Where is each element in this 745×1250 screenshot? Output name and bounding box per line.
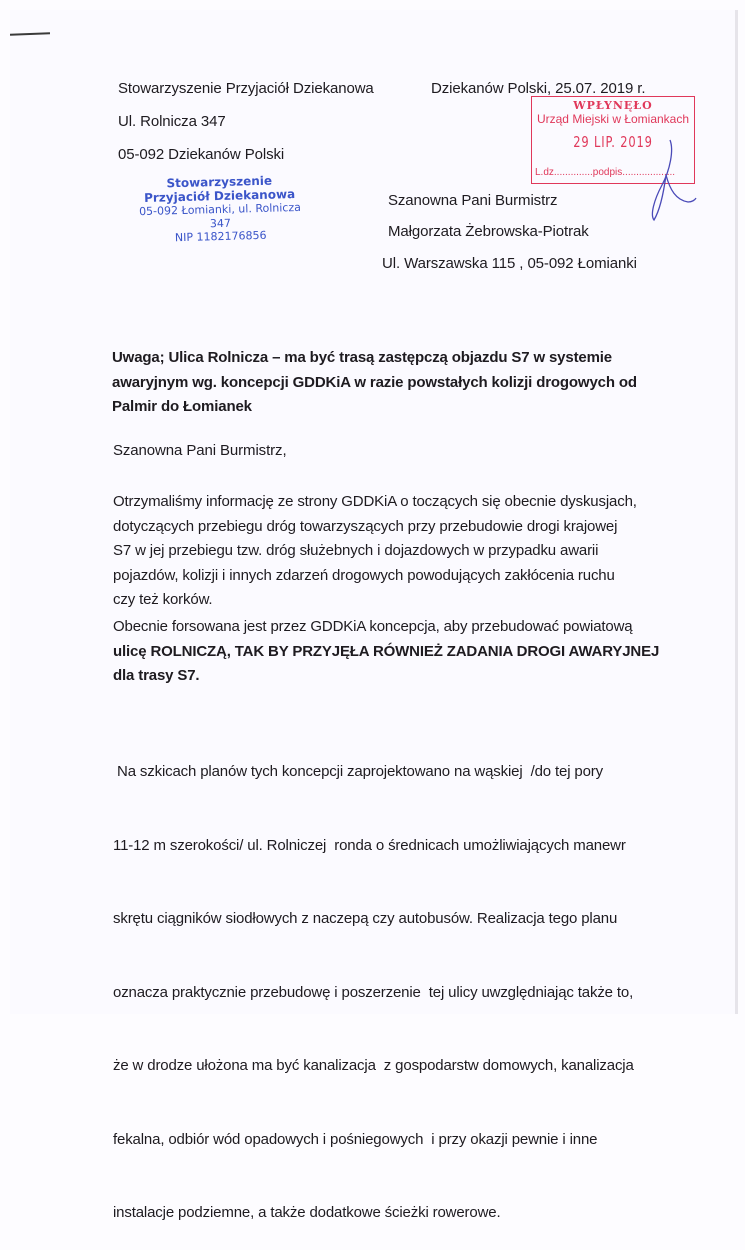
paragraph-line: 11-12 m szerokości/ ul. Rolniczej ronda o średnicach umożliwiających manewr [113, 836, 626, 854]
paragraph-line-emphasis: dla trasy S7. [113, 667, 200, 684]
greeting: Szanowna Pani Burmistrz, [113, 442, 287, 459]
paragraph-line-emphasis: ulicę ROLNICZĄ, TAK BY PRZYJĘŁA RÓWNIEŻ ZADANIA DROGI AWARYJNEJ [113, 642, 660, 660]
receipt-stamp-date: 29 LIP. 2019 [573, 133, 653, 151]
sender-city: 05-092 Dziekanów Polski [118, 146, 285, 163]
paragraph-3 [113, 711, 634, 1250]
paragraph-line: Obecnie forsowana jest przez GDDKiA koncepcja, aby przebudować powiatową [113, 618, 633, 635]
paragraph-line: pojazdów, kolizji i innych zdarzeń drogowych powodujących zakłócenia ruchu [113, 566, 615, 584]
recipient-salutation: Szanowna Pani Burmistrz [388, 192, 558, 209]
paragraph-2 [113, 615, 659, 689]
paragraph-line: Otrzymaliśmy informację ze strony GDDKiA o toczących się obecnie dyskusjach, [113, 493, 637, 510]
notice-line: awaryjnym wg. koncepcji GDDKiA w razie powstałych kolizji drogowych od [112, 373, 637, 391]
recipient-address: Ul. Warszawska 115 , 05-092 Łomianki [382, 255, 637, 272]
paragraph-line: skrętu ciągników siodłowych z naczepą czy autobusów. Realizacja tego planu [113, 910, 618, 927]
paragraph-line: instalacje podziemne, a także dodatkowe ścieżki rowerowe. [113, 1204, 501, 1221]
paragraph-1 [113, 490, 637, 613]
sender-stamp-line4: NIP 1182176856 [174, 228, 267, 245]
notice-line: Palmir do Łomianek [112, 398, 252, 415]
place-date: Dziekanów Polski, 25.07. 2019 r. [431, 80, 646, 97]
paragraph-line: oznacza praktycznie przebudowę i poszerzenie tej ulicy uwzględniając także to, [113, 983, 634, 1001]
paragraph-line: że w drodze ułożona ma być kanalizacja z gospodarstw domowych, kanalizacja [113, 1057, 634, 1074]
sender-stamp-line1: Stowarzyszenie [166, 173, 273, 191]
paragraph-line: Na szkicach planów tych koncepcji zaprojektowano na wąskiej /do tej pory [113, 763, 603, 780]
handwritten-signature [640, 130, 710, 230]
notice-line: Uwaga; Ulica Rolnicza – ma być trasą zastępczą objazdu S7 w systemie [112, 349, 612, 366]
notice-block [112, 346, 637, 420]
sender-stamp-line3: 05-092 Łomianki, ul. Rolnicza 347 [138, 200, 302, 230]
paragraph-line: fekalna, odbiór wód opadowych i pośniegowych i przy okazji pewnie i inne [113, 1130, 598, 1148]
paragraph-line: S7 w jej przebiegu tzw. dróg służebnych i dojazdowych w przypadku awarii [113, 542, 599, 559]
sender-street: Ul. Rolnicza 347 [118, 113, 226, 130]
paragraph-line: czy też korków. [113, 591, 213, 608]
receipt-stamp-office: Urząd Miejski w Łomiankach [536, 112, 690, 126]
sender-stamp [129, 174, 311, 246]
sender-name: Stowarzyszenie Przyjaciół Dziekanowa [118, 80, 374, 97]
paragraph-line: dotyczących przebiegu dróg towarzyszących przy przebudowie drogi krajowej [113, 517, 618, 535]
sender-stamp-line2: Przyjaciół Dziekanowa [143, 186, 296, 205]
receipt-stamp-fields: L.dz..............podpis................... [535, 167, 676, 178]
recipient-name: Małgorzata Żebrowska-Piotrak [388, 223, 589, 240]
receipt-stamp-heading: WPŁYNĘŁO [573, 99, 653, 112]
